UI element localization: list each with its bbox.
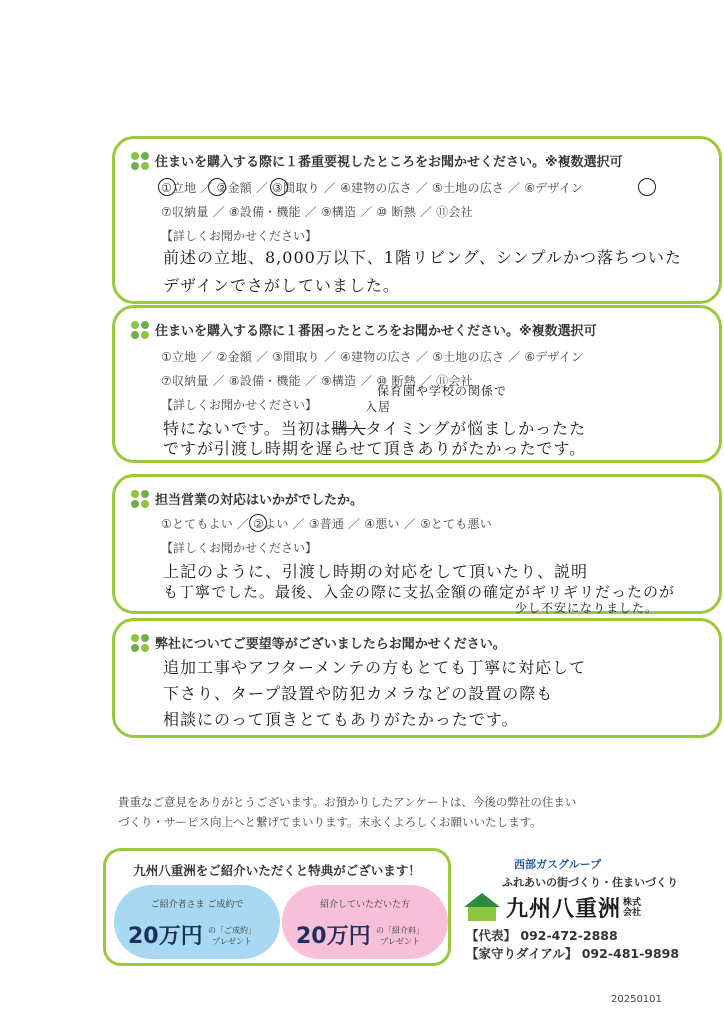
handwritten-answer: 下さり、タープ設置や防犯カメラなどの設置の際も <box>163 684 554 703</box>
options-row: ①とてもよい ／ ②よい ／ ③普通 ／ ④悪い ／ ⑤とても悪い <box>161 517 492 531</box>
bonus-note-line: プレゼント <box>212 937 252 946</box>
company-tagline: ふれあいの街づくり・住まいづくり <box>502 876 678 889</box>
clover-icon <box>131 634 149 652</box>
options-row: ①立地 ／ ②金額 ／ ③間取り ／ ④建物の広さ ／ ⑤土地の広さ ／ ⑥デザイン <box>161 181 584 195</box>
phone-main: 【代表】 092-472-2888 <box>466 928 618 943</box>
handwritten-answer: 追加工事やアフターメンテの方もとても丁寧に対応して <box>163 658 587 677</box>
detail-prompt: 【詳しくお聞かせください】 <box>161 229 318 243</box>
options-row: ⑦収納量 ／ ⑧設備・機能 ／ ⑨構造 ／ ⑩ 断熱 ／ ⑪会社 <box>161 205 473 219</box>
survey-card-sales <box>112 474 722 614</box>
contact-numbers <box>466 927 712 963</box>
thanks-message: づくり・サービス向上へと繋げてまいります。末永くよろしくお願いいたします。 <box>118 815 542 829</box>
clover-icon <box>131 321 149 339</box>
phone-care: 【家守りダイアル】 092-481-9898 <box>466 946 680 961</box>
survey-card-requests <box>112 618 722 738</box>
handwritten-answer: 少し不安になりました。 <box>515 601 659 615</box>
bonus-note-line: の「ご成約」 <box>208 926 256 935</box>
options-row: ①立地 ／ ②金額 ／ ③間取り ／ ④建物の広さ ／ ⑤土地の広さ ／ ⑥デザイン <box>161 350 584 364</box>
question-title-text: 弊社についてご要望等がございましたらお聞かせください。 <box>155 637 506 652</box>
question-title <box>131 633 506 652</box>
handwritten-answer: デザインでさがしていました。 <box>163 276 400 295</box>
selected-option-mark <box>270 178 288 196</box>
survey-card-important <box>112 136 722 304</box>
detail-prompt: 【詳しくお聞かせください】 <box>161 398 318 412</box>
question-title <box>131 489 363 508</box>
referrer-bonus <box>114 885 280 959</box>
handwritten-answer: 上記のように、引渡し時期の対応をして頂いたり、説明 <box>163 562 589 581</box>
detail-prompt: 【詳しくお聞かせください】 <box>161 541 318 555</box>
selected-option-mark <box>208 178 226 196</box>
referral-promo <box>103 848 451 966</box>
bonus-amount: 20万円 <box>128 924 203 949</box>
options-row: ⑦収納量 ／ ⑧設備・機能 ／ ⑨構造 ／ ⑩ 断熱 ／ ⑪会社 <box>161 374 473 388</box>
document-number: 20250101 <box>611 994 662 1005</box>
survey-card-trouble <box>112 305 722 463</box>
question-title <box>131 320 597 339</box>
selected-option-mark <box>158 178 176 196</box>
answer-text: タイミングが悩ましかったた <box>365 419 587 438</box>
bonus-label: ご紹介者さま ご成約で <box>150 900 244 910</box>
bonus-note <box>208 925 256 947</box>
group-name: 西部ガスグループ <box>514 858 602 871</box>
bonus-label: 紹介していただいた方 <box>319 900 410 910</box>
company-name: 九州八重洲 <box>506 897 622 922</box>
bonus-note-line: の「紹介料」 <box>376 926 424 935</box>
question-title-text: 住まいを購入する際に１番重要視したところをお聞かせください。※複数選択可 <box>155 155 623 170</box>
company-suffix: 株式会社 <box>623 897 642 918</box>
question-title-text: 住まいを購入する際に１番困ったところをお聞かせください。※複数選択可 <box>155 324 597 339</box>
promo-title: 九州八重洲をご紹介いただくと特典がございます！ <box>133 863 421 878</box>
bonus-amount: 20万円 <box>296 924 371 949</box>
handwritten-insert-note: 保育園や学校の関係で <box>377 384 508 398</box>
thanks-message: 貴重なご意見をありがとうございます。お預かりしたアンケートは、今後の弊社の住まい <box>118 795 577 809</box>
handwritten-answer: 前述の立地、8,000万以下、1階リビング、シンプルかつ落ちついた <box>163 248 682 267</box>
answer-text: 特にないです。当初は <box>163 419 332 438</box>
handwritten-answer: 相談にのって頂きとてもありがたかったです。 <box>163 710 519 729</box>
house-logo-icon <box>462 893 502 923</box>
referee-bonus <box>282 885 448 959</box>
handwritten-answer: ですが引渡し時期を遅らせて頂きありがたかったです。 <box>163 439 587 458</box>
company-info <box>462 856 712 963</box>
struck-word: 購入 <box>331 419 366 438</box>
clover-icon <box>131 152 149 170</box>
selected-option-mark <box>249 514 267 532</box>
selected-option-mark <box>638 178 656 196</box>
question-title-text: 担当営業の対応はいかがでしたか。 <box>155 493 364 508</box>
question-title <box>131 151 623 170</box>
bonus-note <box>376 925 424 947</box>
bonus-note-line: プレゼント <box>380 937 420 946</box>
company-brand <box>462 892 712 923</box>
handwritten-answer: も丁寧でした。最後、入金の際に支払金額の確定がギリギリだったのが <box>163 583 676 601</box>
handwritten-insert-word: 入居 <box>365 400 392 414</box>
clover-icon <box>131 490 149 508</box>
